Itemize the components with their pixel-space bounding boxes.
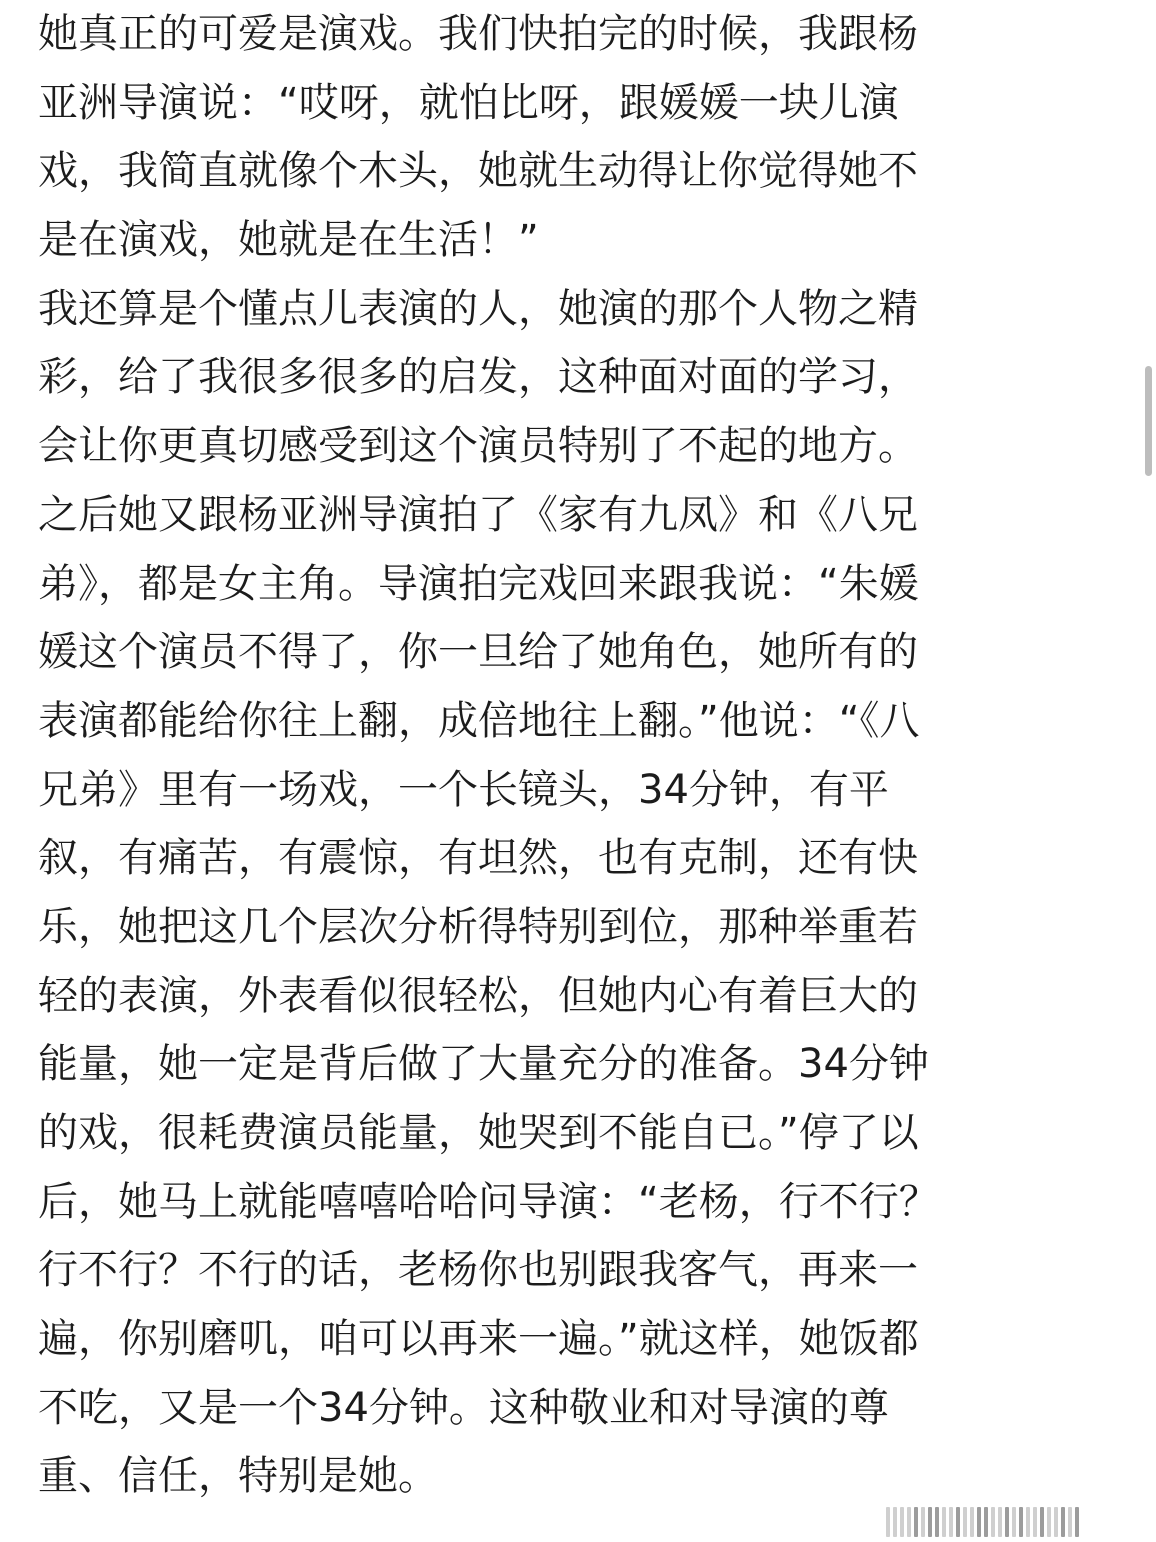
text-line: 她真正的可爱是演戏。我们快拍完的时候，我跟杨 xyxy=(38,11,918,57)
text-line: 之后她又跟杨亚洲导演拍了《家有九凤》和《八兄 xyxy=(38,491,918,538)
text-line: 彩，给了我很多很多的启发，这种面对面的学习， xyxy=(38,354,918,401)
scrollbar-thumb[interactable] xyxy=(1145,366,1152,476)
text-line: 弟》，都是女主角。导演拍完戏回来跟我说：“朱媛 xyxy=(38,560,919,607)
text-line: 亚洲导演说：“哎呀，就怕比呀，跟媛媛一块儿演 xyxy=(38,79,899,126)
text-line: 遍，你别磨叽，咱可以再来一遍。”就这样，她饭都 xyxy=(38,1316,919,1363)
text-line: 行不行？不行的话，老杨你也别跟我客气，再来一 xyxy=(38,1247,918,1294)
text-line: 轻的表演，外表看似很轻松，但她内心有着巨大的 xyxy=(38,972,918,1019)
text-line: 是在演戏，她就是在生活！” xyxy=(38,217,539,264)
text-line: 不吃，又是一个34分钟。这种敬业和对导演的尊 xyxy=(38,1384,889,1431)
article-body xyxy=(38,0,1118,1511)
text-line: 能量，她一定是背后做了大量充分的准备。34分钟 xyxy=(38,1041,929,1088)
text-line: 媛这个演员不得了，你一旦给了她角色，她所有的 xyxy=(38,629,918,676)
text-line: 表演都能给你往上翻，成倍地往上翻。”他说：“《八 xyxy=(38,697,920,744)
text-line: 我还算是个懂点儿表演的人，她演的那个人物之精 xyxy=(38,285,918,332)
text-line: 乐，她把这几个层次分析得特别到位，那种举重若 xyxy=(38,903,918,950)
cutoff-next-line xyxy=(38,1526,1118,1542)
text-line: 的戏，很耗费演员能量，她哭到不能自已。”停了以 xyxy=(38,1110,919,1156)
text-line: 兄弟》里有一场戏，一个长镜头，34分钟，有平 xyxy=(38,766,889,813)
text-line: 叙，有痛苦，有震惊，有坦然，也有克制，还有快 xyxy=(38,835,918,882)
text-line: 后，她马上就能嘻嘻哈哈问导演：“老杨，行不行？ xyxy=(38,1178,939,1225)
text-line: 重、信任，特别是她。 xyxy=(38,1453,438,1500)
text-line: 会让你更真切感受到这个演员特别了不起的地方。 xyxy=(38,423,918,470)
text-line: 戏，我简直就像个木头，她就生动得让你觉得她不 xyxy=(38,148,918,195)
